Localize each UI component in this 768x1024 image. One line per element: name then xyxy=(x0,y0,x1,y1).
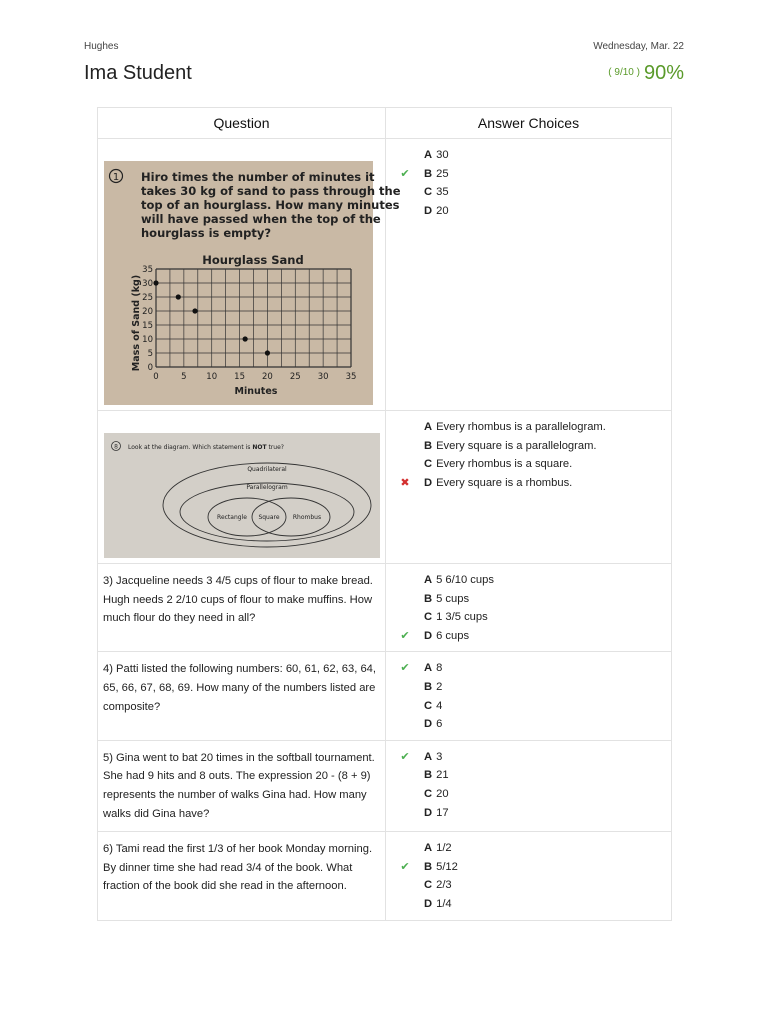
answer-choice-a xyxy=(386,418,671,437)
choice-text: Every rhombus is a square. xyxy=(436,458,573,471)
choice-letter: C xyxy=(424,611,433,624)
answer-choice-d xyxy=(386,474,671,493)
image-prompt: Look at the diagram. Which statement is NOT true? xyxy=(128,444,284,451)
y-tick-label: 10 xyxy=(142,335,153,345)
label-parallelogram: Parallelogram xyxy=(246,484,288,491)
score xyxy=(608,62,684,85)
choice-letter: C xyxy=(424,458,433,471)
choice-letter: B xyxy=(424,860,433,873)
image-text-line: hourglass is empty? xyxy=(141,226,272,240)
table-row xyxy=(98,564,672,652)
answer-choice-b xyxy=(386,590,671,609)
image-text-line: will have passed when the top of the xyxy=(141,212,381,226)
choice-text: 5 cups xyxy=(436,592,470,605)
data-point xyxy=(243,336,248,341)
question-image-hourglass xyxy=(104,161,401,405)
choice-letter: D xyxy=(424,204,433,217)
answer-choice-b xyxy=(386,678,671,697)
question-cell xyxy=(98,139,401,411)
answer-cell xyxy=(386,740,672,831)
choice-letter: A xyxy=(424,149,433,161)
choice-text: 20 xyxy=(436,204,449,217)
answer-cell xyxy=(386,832,672,920)
label-quadrilateral: Quadrilateral xyxy=(247,466,287,473)
question-image-venn xyxy=(104,433,380,558)
choice-text: 17 xyxy=(436,806,449,819)
answer-choice-c xyxy=(386,608,671,627)
choice-letter: B xyxy=(424,592,433,605)
check-icon: ✔ xyxy=(400,167,410,180)
question-text: 6) Tami read the first 1/3 of her book Monday morning. By dinner time she had read 3/4 of the book. What fraction of the book did she read in the afternoon. xyxy=(98,832,386,920)
choice-letter: C xyxy=(424,879,433,892)
answer-choice-c xyxy=(386,697,671,716)
quiz-table xyxy=(97,107,672,921)
answer-choice-a xyxy=(386,839,671,858)
choice-text: 35 xyxy=(436,186,449,199)
table-row xyxy=(98,652,672,740)
choice-text: 1 3/5 cups xyxy=(436,611,488,624)
answer-choice-c xyxy=(386,183,671,202)
answer-choice-b xyxy=(386,766,671,785)
choice-text: 2 xyxy=(436,680,443,693)
choice-text: 5/12 xyxy=(436,860,458,873)
data-point xyxy=(265,350,270,355)
x-tick-label: 5 xyxy=(181,372,187,382)
choice-letter: A xyxy=(424,842,433,855)
x-tick-label: 20 xyxy=(262,372,273,382)
answer-choice-c xyxy=(386,876,671,895)
check-icon: ✔ xyxy=(400,662,410,675)
answer-choice-b xyxy=(386,437,671,456)
choice-letter: D xyxy=(424,476,433,489)
check-icon: ✔ xyxy=(400,860,410,873)
x-tick-label: 35 xyxy=(345,372,357,382)
y-tick-label: 15 xyxy=(142,321,153,331)
label-rhombus: Rhombus xyxy=(292,514,322,521)
choice-text: 1/4 xyxy=(436,897,452,910)
choice-letter: B xyxy=(424,680,433,693)
chart-title: Hourglass Sand xyxy=(202,253,304,267)
choice-letter: C xyxy=(424,787,433,800)
check-icon: ✔ xyxy=(400,750,410,763)
teacher-name: Hughes xyxy=(84,41,119,52)
x-icon: ✖ xyxy=(400,476,410,489)
answer-choice-b xyxy=(386,858,671,877)
answer-choice-c xyxy=(386,785,671,804)
answer-choice-a xyxy=(386,571,671,590)
choice-text: 6 cups xyxy=(436,629,470,642)
table-header-row xyxy=(98,108,672,139)
choice-text: 5 6/10 cups xyxy=(436,574,494,586)
question-text: 3) Jacqueline needs 3 4/5 cups of flour to make bread. Hugh needs 2 2/10 cups of flour to make muffins. How much flour do they need in all? xyxy=(98,564,386,652)
score-fraction: ( 9/10 ) xyxy=(608,67,640,78)
answer-choice-d xyxy=(386,715,671,734)
y-tick-label: 35 xyxy=(142,265,153,275)
y-tick-label: 0 xyxy=(147,363,153,373)
answer-choice-d xyxy=(386,804,671,823)
answer-choice-a xyxy=(386,748,671,767)
choice-text: Every rhombus is a parallelogram. xyxy=(436,421,606,433)
answer-cell xyxy=(386,139,672,411)
choice-letter: A xyxy=(424,750,433,763)
answer-cell xyxy=(386,652,672,740)
answer-choice-d xyxy=(386,202,671,221)
answer-choice-a xyxy=(386,146,671,165)
choice-letter: D xyxy=(424,629,433,642)
y-tick-label: 20 xyxy=(142,307,153,317)
image-text-line: Hiro times the number of minutes it xyxy=(141,170,375,184)
choice-letter: D xyxy=(424,718,433,731)
image-text-line: top of an hourglass. How many minutes xyxy=(141,198,400,212)
answer-choice-d xyxy=(386,627,671,646)
choice-text: 20 xyxy=(436,787,449,800)
chart-x-axis-label: Minutes xyxy=(234,386,278,397)
image-text-line: takes 30 kg of sand to pass through the xyxy=(141,184,401,198)
question-cell xyxy=(98,411,386,564)
question-text: 4) Patti listed the following numbers: 60, 61, 62, 63, 64, 65, 66, 67, 68, 69. How many of the numbers listed are composite? xyxy=(98,652,386,740)
x-tick-label: 30 xyxy=(317,372,329,382)
column-header-answers: Answer Choices xyxy=(386,108,672,139)
choice-letter: B xyxy=(424,769,433,782)
choice-text: 3 xyxy=(436,750,443,763)
choice-text: 1/2 xyxy=(436,842,452,855)
choice-letter: C xyxy=(424,186,433,199)
answer-cell xyxy=(386,564,672,652)
answer-choice-d xyxy=(386,895,671,914)
quiz-date: Wednesday, Mar. 22 xyxy=(593,41,684,52)
student-name: Ima Student xyxy=(84,62,192,84)
table-row xyxy=(98,139,672,411)
label-square: Square xyxy=(258,514,280,521)
x-tick-label: 0 xyxy=(153,372,159,382)
x-tick-label: 15 xyxy=(234,372,245,382)
y-tick-label: 30 xyxy=(142,279,153,289)
answer-choice-b xyxy=(386,165,671,184)
choice-letter: B xyxy=(424,439,433,452)
data-point xyxy=(192,308,197,313)
choice-letter: D xyxy=(424,806,433,819)
y-tick-label: 5 xyxy=(147,349,153,359)
label-rectangle: Rectangle xyxy=(217,514,247,521)
answer-choice-a xyxy=(386,659,671,678)
x-tick-label: 10 xyxy=(206,372,218,382)
table-row xyxy=(98,411,672,564)
question-number: 8 xyxy=(114,443,118,451)
choice-text: 21 xyxy=(436,769,449,782)
choice-text: 2/3 xyxy=(436,879,452,892)
choice-text: Every square is a rhombus. xyxy=(436,476,573,489)
table-row xyxy=(98,832,672,920)
choice-letter: A xyxy=(424,662,433,675)
choice-letter: A xyxy=(424,421,433,433)
choice-letter: C xyxy=(424,699,433,712)
data-point xyxy=(176,294,181,299)
choice-text: Every square is a parallelogram. xyxy=(436,439,597,452)
choice-text: 4 xyxy=(436,699,443,712)
choice-text: 30 xyxy=(436,149,449,161)
choice-letter: B xyxy=(424,167,433,180)
choice-text: 8 xyxy=(436,662,443,675)
answer-cell xyxy=(386,411,672,564)
choice-text: 25 xyxy=(436,167,449,180)
data-point xyxy=(153,280,158,285)
chart-y-axis-label: Mass of Sand (kg) xyxy=(131,274,142,372)
y-tick-label: 25 xyxy=(142,293,153,303)
x-tick-label: 25 xyxy=(289,372,301,382)
choice-text: 6 xyxy=(436,718,443,731)
question-number: 1 xyxy=(112,172,120,183)
column-header-question: Question xyxy=(98,108,386,139)
table-row xyxy=(98,740,672,831)
choice-letter: A xyxy=(424,574,433,586)
check-icon: ✔ xyxy=(400,629,410,642)
answer-choice-c xyxy=(386,455,671,474)
score-percent: 90% xyxy=(643,62,684,84)
question-text: 5) Gina went to bat 20 times in the softball tournament. She had 9 hits and 8 outs. The expression 20 - (8 + 9) represents the number of walks Gina had. How many walks did Gina have? xyxy=(98,740,386,831)
choice-letter: D xyxy=(424,897,433,910)
